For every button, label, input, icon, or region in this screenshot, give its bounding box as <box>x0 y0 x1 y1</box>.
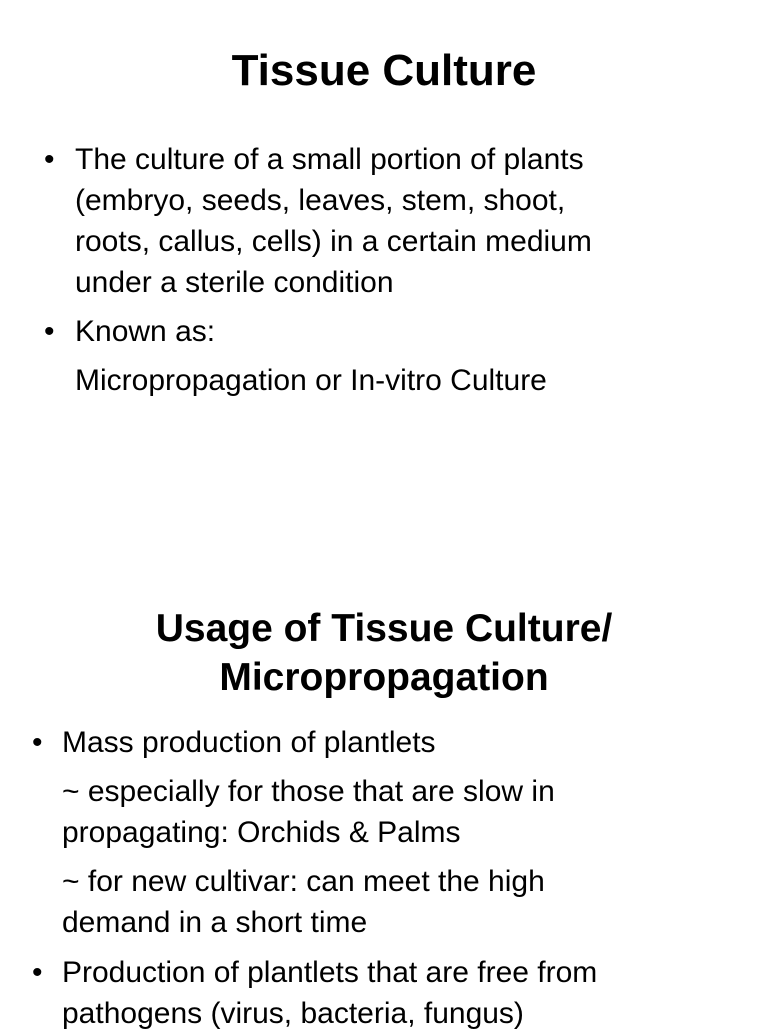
slide-title-line: Usage of Tissue Culture/ <box>155 607 613 650</box>
bullet-text-line: Mass production of plantlets <box>62 726 436 759</box>
bullet-text-line: Production of plantlets that are free from <box>62 956 598 989</box>
sub-text-line: Micropropagation or In-vitro Culture <box>75 364 547 397</box>
sub-text-line: propagating: Orchids & Palms <box>62 816 461 849</box>
bullet-marker: • <box>44 315 55 348</box>
sub-text-line: ~ for new cultivar: can meet the high <box>62 865 545 898</box>
slide-tissue-culture <box>0 0 768 512</box>
sub-text-line: demand in a short time <box>62 906 368 939</box>
bullet-marker: • <box>44 143 55 176</box>
bullet-text-line: Known as: <box>75 315 216 348</box>
bullet-text-line: The culture of a small portion of plants <box>75 143 584 176</box>
sub-text-line: ~ especially for those that are slow in <box>62 775 555 808</box>
slide-title: Tissue Culture <box>231 46 537 95</box>
bullet-text-line: pathogens (virus, bacteria, fungus) <box>62 997 524 1030</box>
slide-title-line: Micropropagation <box>219 656 549 699</box>
slide-usage-of-tissue-culture <box>0 512 768 1030</box>
bullet-text-line: roots, callus, cells) in a certain medium <box>75 225 592 258</box>
bullet-text-line: (embryo, seeds, leaves, stem, shoot, <box>75 184 566 217</box>
bullet-text-line: under a sterile condition <box>75 266 394 299</box>
bullet-marker: • <box>32 726 43 759</box>
bullet-marker: • <box>32 956 43 989</box>
